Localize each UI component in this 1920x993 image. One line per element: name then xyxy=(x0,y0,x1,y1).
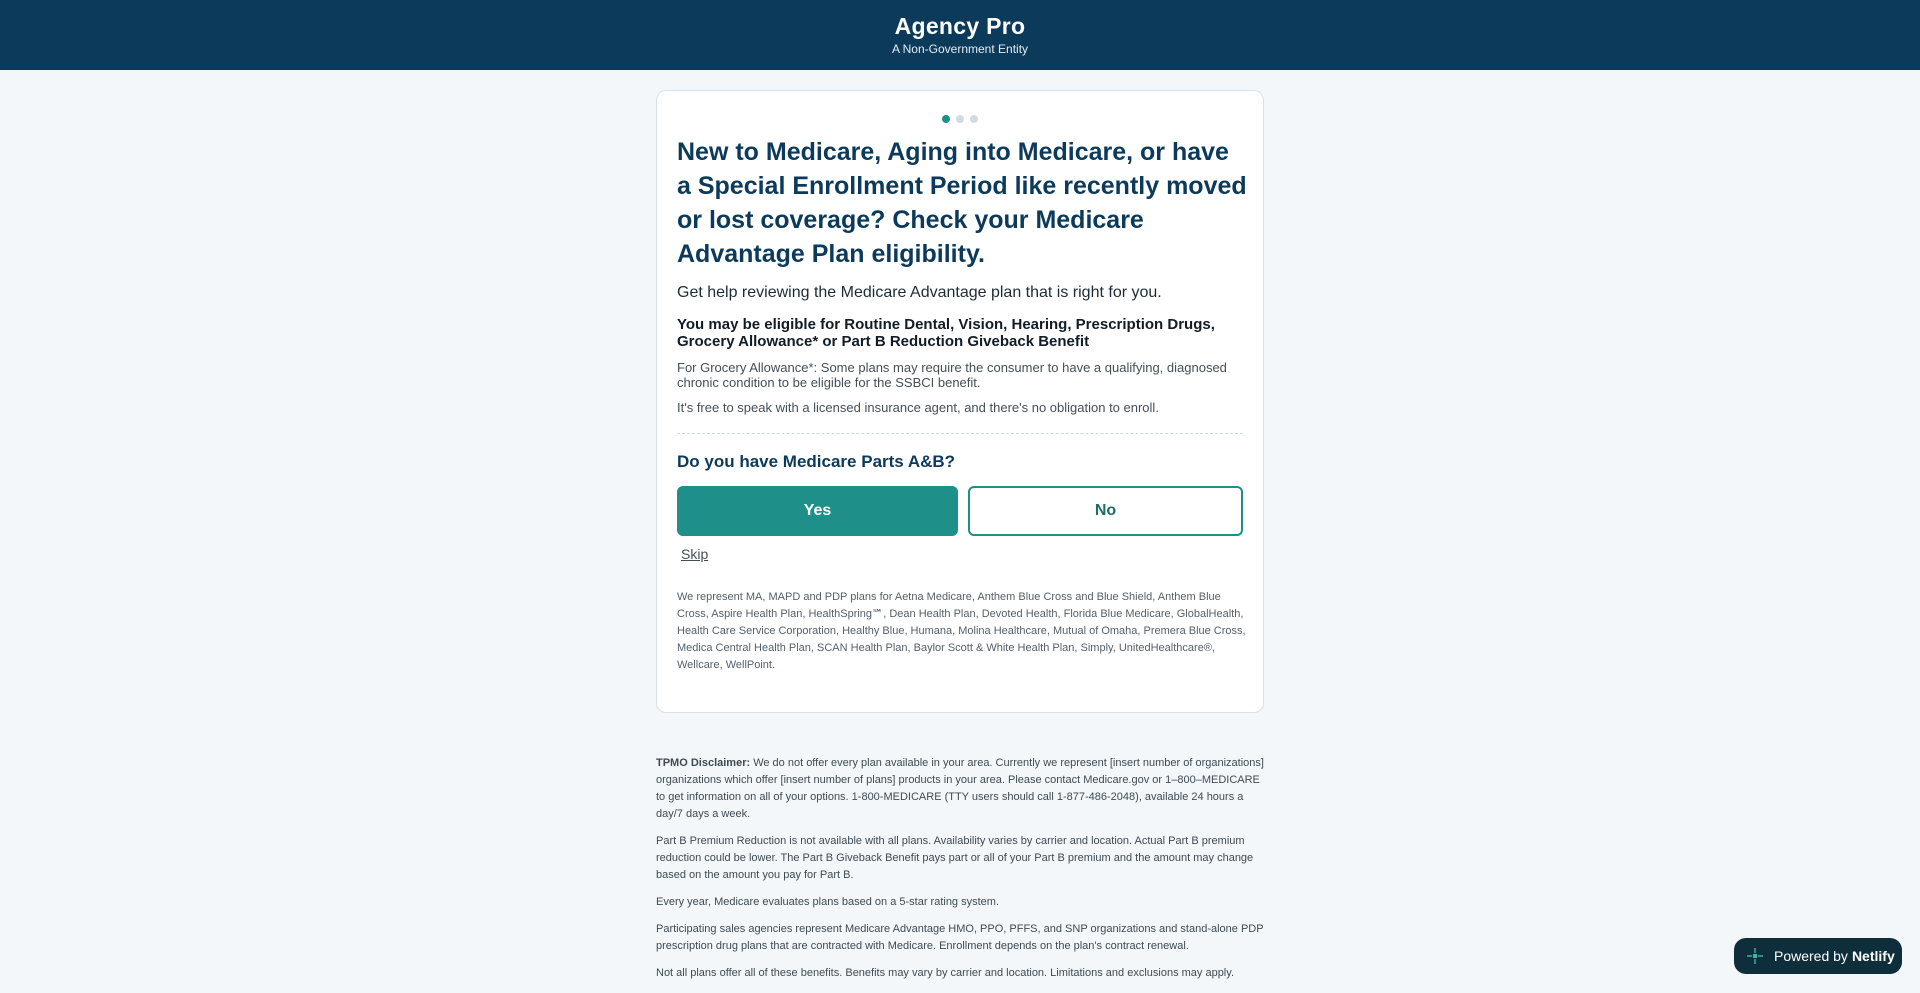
eligibility-benefits-text: You may be eligible for Routine Dental, Vision, Hearing, Prescription Drugs, Grocery Allowance* or Part B Reduction Giveback Benefit xyxy=(677,316,1215,350)
tpmo-disclaimer-label: TPMO Disclaimer: xyxy=(656,757,751,769)
benefits-disclaimer: Not all plans offer all of these benefits. Benefits may vary by carrier and location. Limitations and exclusions may apply. xyxy=(656,967,1234,979)
badge-prefix: Powered by xyxy=(1774,948,1848,964)
carrier-list-text: We represent MA, MAPD and PDP plans for Aetna Medicare, Anthem Blue Cross and Blue Shield, Anthem Blue Cross, Aspire Health Plan, HealthSpring℠, Dean Health Plan, Devoted Health, Florida Blue Medicare, GlobalHealth, Health Care Service Corporation, Healthy Blue, Humana, Molina Healthcare, Mutual of Omaha, Premera Blue Cross, Medica Central Health Plan, SCAN Health Plan, Baylor Scott & White Health Plan, Simply, UnitedHealthcare®, Wellcare, WellPoint. xyxy=(677,591,1246,671)
part-b-disclaimer: Part B Premium Reduction is not available with all plans. Availability varies by carrier and location. Actual Part B premium reduction could be lower. The Part B Giveback Benefit pays part or all of your Part B premium and the amount may change based on the amount you pay for Part B. xyxy=(656,835,1254,881)
step-dot-2 xyxy=(956,115,964,123)
eligibility-card xyxy=(656,90,1264,713)
step-dot-1 xyxy=(942,115,950,123)
yes-button[interactable]: Yes xyxy=(677,486,958,536)
free-agent-note: It's free to speak with a licensed insurance agent, and there's no obligation to enroll. xyxy=(677,400,1159,415)
no-button[interactable]: No xyxy=(968,486,1243,536)
tpmo-disclaimer xyxy=(656,755,1268,823)
skip-link[interactable]: Skip xyxy=(681,546,709,562)
step-indicator xyxy=(657,115,1263,123)
sales-agencies-disclaimer: Participating sales agencies represent Medicare Advantage HMO, PPO, PFFS, and SNP organizations and stand-alone PDP prescription drug plans that are contracted with Medicare. Enrollment depends on the plan's contract renewal. xyxy=(656,923,1264,952)
badge-brand: Netlify xyxy=(1851,948,1895,964)
site-tagline: A Non-Government Entity xyxy=(891,42,1029,56)
site-title: Agency Pro xyxy=(894,13,1026,39)
disclaimers-section xyxy=(656,755,1268,992)
page-subhead: Get help reviewing the Medicare Advantage plan that is right for you. xyxy=(677,284,1162,301)
star-rating-disclaimer: Every year, Medicare evaluates plans based on a 5-star rating system. xyxy=(656,896,1000,908)
page-headline: New to Medicare, Aging into Medicare, or have a Special Enrollment Period like recently moved or lost coverage? Check your Medicare Advantage Plan eligibility. xyxy=(677,138,1247,268)
step-dot-3 xyxy=(970,115,978,123)
tpmo-disclaimer-text: We do not offer every plan available in your area. Currently we represent [insert number of organizations] organizations which offer [insert number of plans] products in your area. Please contact Medicare.gov or 1–800–MEDICARE to get information on all of your options. 1-800-MEDICARE (TTY users should call 1-877-486-2048), available 24 hours a day/7 days a week. xyxy=(656,757,1264,820)
netlify-icon xyxy=(1746,947,1764,965)
section-divider xyxy=(677,433,1243,434)
grocery-allowance-note: For Grocery Allowance*: Some plans may require the consumer to have a qualifying, diagnosed chronic condition to be eligible for the SSBCI benefit. xyxy=(677,360,1227,390)
powered-by-netlify-badge[interactable] xyxy=(1734,938,1902,974)
medicare-parts-question: Do you have Medicare Parts A&B? xyxy=(677,452,956,471)
site-header xyxy=(0,0,1920,70)
